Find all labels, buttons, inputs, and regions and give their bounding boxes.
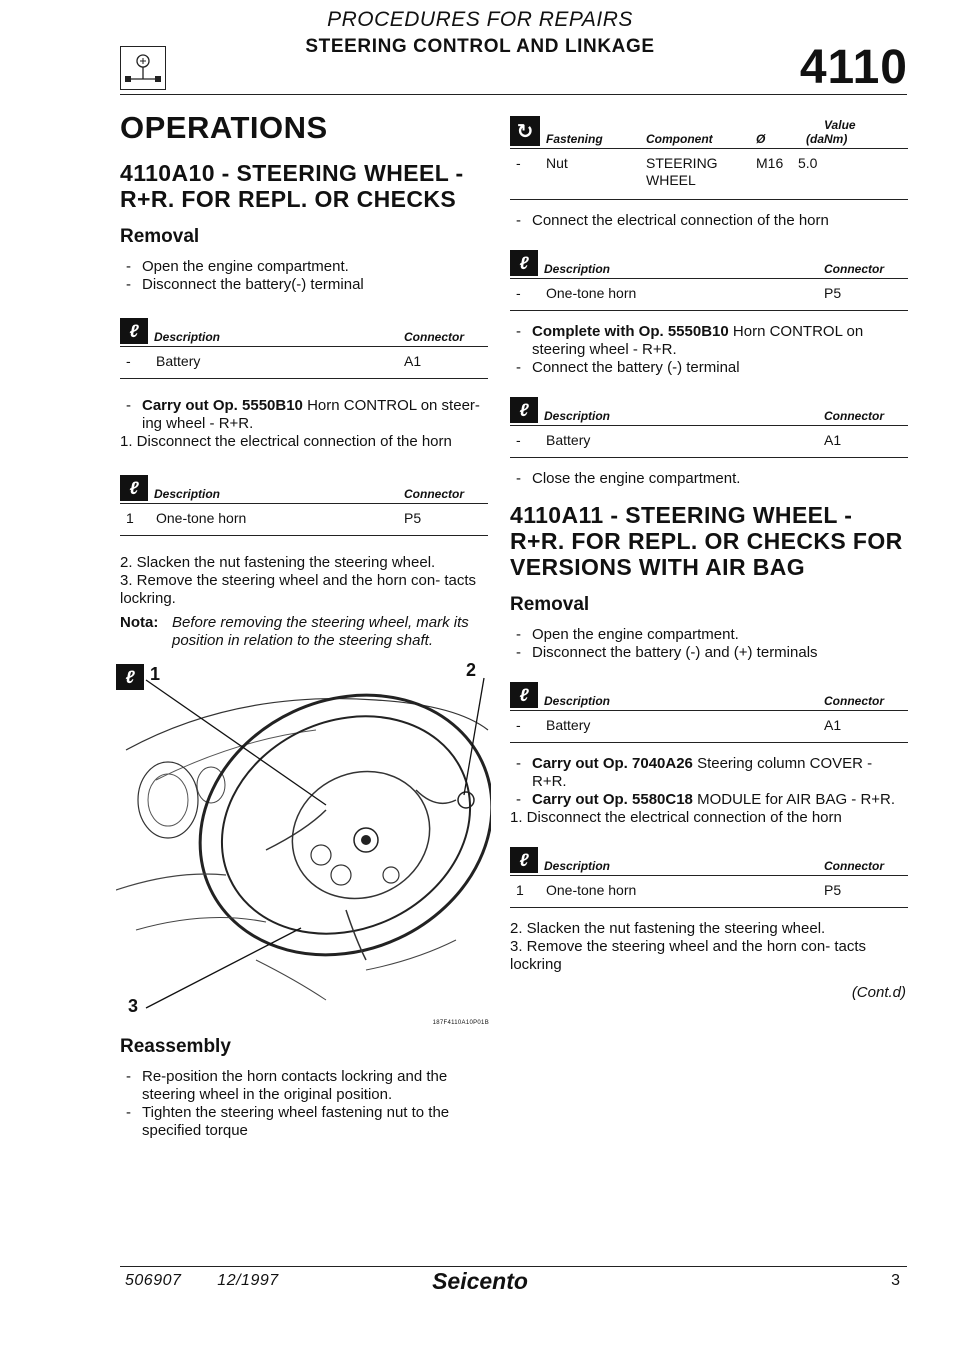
continued-label: (Cont.d) <box>851 984 906 1001</box>
table-row: - Battery A1 <box>510 426 908 458</box>
col-connector: Connector <box>824 694 884 708</box>
reassembly-step: - Re-position the horn contacts lockring and the steering wheel in the original position. <box>126 1068 448 1103</box>
col-diameter: Ø <box>756 132 766 146</box>
connector-table <box>120 318 488 379</box>
reassembly-step: - Tighten the steering wheel fastening nut to the specified torque <box>126 1104 450 1139</box>
brand-logo: Seicento <box>432 1268 528 1294</box>
header-category: PROCEDURES FOR REPAIRS <box>327 8 633 31</box>
electrical-icon: ℓ <box>510 847 538 873</box>
col-description: Description <box>544 409 611 423</box>
connector-table <box>510 250 908 311</box>
col-connector: Connector <box>824 859 884 873</box>
col-description: Description <box>544 859 611 873</box>
footer-rule <box>120 1266 907 1267</box>
operation-title-4110A11: 4110A11 - STEERING WHEEL - R+R. FOR REPL. OR CHECKS FOR VERSIONS WITH AIR BAG <box>510 502 903 580</box>
table-row: 1 One-tone horn P5 <box>510 876 908 908</box>
header-section-code: 4110 <box>799 41 908 94</box>
procedure-step: 2. Slacken the nut fastening the steering wheel. <box>510 920 826 937</box>
col-connector: Connector <box>824 409 884 423</box>
procedure-step: - Close the engine compartment. <box>516 470 741 487</box>
electrical-icon: ℓ <box>510 397 538 423</box>
operation-title-4110A10: 4110A10 - STEERING WHEEL - R+R. FOR REPL. OR CHECKS <box>120 160 464 212</box>
callout-2: 2 <box>466 660 477 680</box>
removal-heading: Removal <box>510 594 590 615</box>
electrical-icon: ℓ <box>510 250 538 276</box>
removal-step: - Disconnect the battery (-) and (+) terminals <box>516 644 818 661</box>
table-row: - Battery A1 <box>120 347 488 379</box>
removal-step: - Disconnect the battery(-) terminal <box>126 276 364 293</box>
procedure-step: - Carry out Op. 5580C18 MODULE for AIR BAG - R+R. <box>516 791 896 808</box>
table-row: - Battery A1 <box>510 711 908 743</box>
col-description: Description <box>544 262 611 276</box>
col-connector: Connector <box>404 330 464 344</box>
procedure-step: - Carry out Op. 7040A26 Steering column COVER - R+R. <box>516 755 873 790</box>
table-row: - Nut STEERING WHEEL M16 5.0 <box>510 149 908 200</box>
electrical-icon: ℓ <box>120 318 148 344</box>
col-component: Component <box>646 132 713 146</box>
torque-icon: ↻ <box>510 116 540 146</box>
header-rule <box>120 94 907 95</box>
right-column <box>510 110 908 1001</box>
procedure-step: - Complete with Op. 5550B10 Horn CONTROL on steering wheel - R+R. <box>516 323 864 358</box>
header-section-title: STEERING CONTROL AND LINKAGE <box>305 36 655 57</box>
procedure-step: 2. Slacken the nut fastening the steering wheel. <box>120 554 436 571</box>
page-number: 3 <box>891 1272 900 1289</box>
procedure-step: - Connect the electrical connection of the horn <box>516 212 829 229</box>
procedure-step: - Carry out Op. 5550B10 Horn CONTROL on steer- ing wheel - R+R. <box>126 397 480 432</box>
electrical-icon: ℓ <box>510 682 538 708</box>
col-connector: Connector <box>824 262 884 276</box>
note-text: Before removing the steering wheel, mark its position in relation to the steering shaft. <box>172 614 469 649</box>
steering-icon <box>120 46 166 90</box>
col-description: Description <box>544 694 611 708</box>
connector-table <box>120 475 488 536</box>
removal-step: - Open the engine compartment. <box>516 626 739 643</box>
figure-code: 187F4110A10P01B <box>432 1020 489 1026</box>
callout-3: 3 <box>128 996 139 1016</box>
col-description: Description <box>154 330 221 344</box>
electrical-icon: ℓ <box>116 664 144 690</box>
note <box>120 614 488 650</box>
operations-title: OPERATIONS <box>120 110 328 145</box>
connector-table <box>510 847 908 908</box>
procedure-step: 3. Remove the steering wheel and the horn con- tacts lockring. <box>120 572 477 607</box>
removal-step: - Open the engine compartment. <box>126 258 349 275</box>
steering-wheel-figure <box>116 660 491 1030</box>
reassembly-heading: Reassembly <box>120 1036 231 1057</box>
table-row: - One-tone horn P5 <box>510 279 908 311</box>
col-value: Value (daNm) <box>806 118 856 146</box>
torque-table <box>510 116 908 200</box>
procedure-step: 1. Disconnect the electrical connection of the horn <box>120 433 452 450</box>
connector-table <box>510 397 908 458</box>
connector-table <box>510 682 908 743</box>
col-fastening: Fastening <box>546 132 603 146</box>
procedure-step: 3. Remove the steering wheel and the horn con- tacts lockring <box>510 938 867 973</box>
left-column <box>120 110 488 1140</box>
procedure-step: 1. Disconnect the electrical connection of the horn <box>510 809 842 826</box>
doc-number: 506907 <box>125 1272 182 1289</box>
electrical-icon: ℓ <box>120 475 148 501</box>
col-connector: Connector <box>404 487 464 501</box>
table-row: 1 One-tone horn P5 <box>120 504 488 536</box>
doc-date: 12/1997 <box>217 1272 279 1289</box>
col-description: Description <box>154 487 221 501</box>
callout-1: 1 <box>150 664 161 684</box>
procedure-step: - Connect the battery (-) terminal <box>516 359 740 376</box>
note-label: Nota: <box>120 614 159 631</box>
removal-heading: Removal <box>120 226 200 247</box>
